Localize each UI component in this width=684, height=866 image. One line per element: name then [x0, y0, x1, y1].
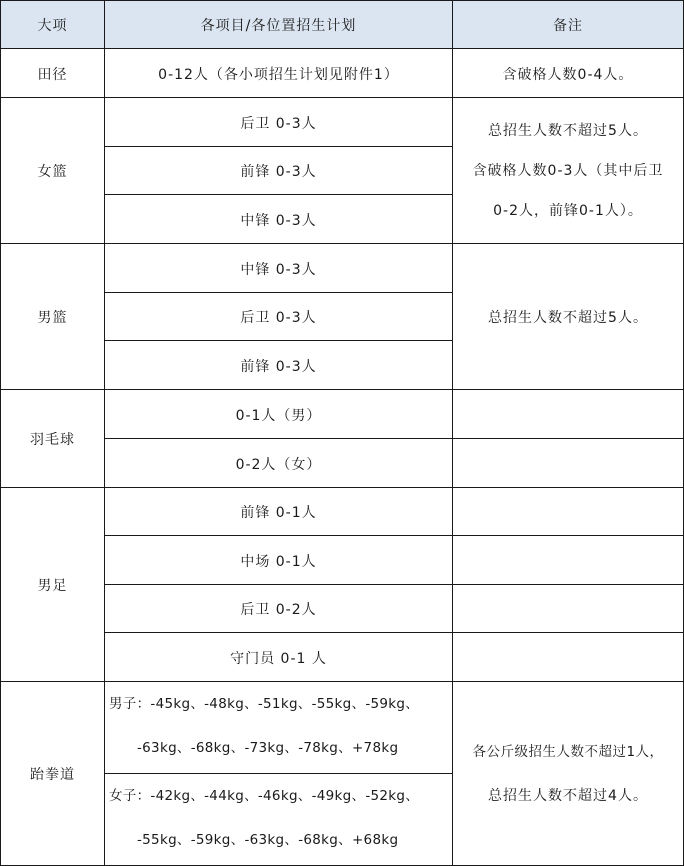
plan-nanlan-center: 中锋 0-3人: [240, 261, 317, 278]
grid-line: [105, 535, 684, 536]
plan-nvlan-center: 中锋 0-3人: [240, 212, 317, 229]
category-taiquandao: 跆拳道: [30, 767, 75, 783]
plan-nanlan-forward: 前锋 0-3人: [240, 358, 317, 375]
plan-yumaoqiu-female: 0-2人（女）: [235, 456, 322, 473]
note-nanlan: 总招生人数不超过5人。: [488, 310, 648, 326]
note-nvlan-line: 含破格人数0-3人（其中后卫: [472, 163, 664, 179]
grid-line: [105, 438, 684, 439]
plan-nanzu-forward: 前锋 0-1人: [240, 505, 317, 521]
category-nvlan: 女篮: [37, 164, 68, 180]
header-col-category: 大项: [0, 0, 105, 49]
grid-line: [0, 48, 684, 49]
header-col-note: 备注: [452, 0, 684, 49]
plan-taiquandao-female-line: -55kg、-59kg、-63kg、-68kg、+68kg: [137, 832, 399, 848]
plan-nvlan-forward: 前锋 0-3人: [240, 164, 317, 180]
grid-line: [105, 146, 452, 147]
plan-taiquandao-male: [105, 682, 452, 774]
note-nvlan-line: 总招生人数不超过5人。: [488, 123, 648, 139]
plan-nanzu-guard: 后卫 0-2人: [240, 602, 317, 618]
plan-nanzu-midfield: 中场 0-1人: [240, 553, 317, 570]
plan-taiquandao-female: [105, 774, 452, 866]
grid-line: [0, 681, 684, 682]
plan-taiquandao-male-line: 男子：-45kg、-48kg、-51kg、-55kg、-59kg、: [109, 696, 420, 712]
plan-nanzu-goalkeeper: 守门员 0-1 人: [230, 650, 327, 667]
category-nanlan: 男篮: [37, 310, 68, 326]
plan-nanlan-guard: 后卫 0-3人: [240, 310, 317, 326]
grid-line: [104, 0, 105, 866]
note-taiquandao: [452, 682, 684, 866]
plan-taiquandao-male-line: -63kg、-68kg、-73kg、-78kg、+78kg: [137, 740, 399, 756]
note-nvlan: [452, 98, 684, 244]
plan-yumaoqiu-male: 0-1人（男）: [235, 407, 322, 424]
grid-line: [105, 632, 684, 633]
grid-line: [105, 292, 452, 293]
grid-line: [0, 97, 684, 98]
note-taiquandao-line: 各公斤级招生人数不超过1人，: [472, 744, 664, 760]
plan-tianjing: 0-12人（各小项招生计划见附件1）: [158, 66, 399, 83]
note-taiquandao-line: 总招生人数不超过4人。: [488, 788, 648, 804]
category-tianjing: 田径: [37, 66, 68, 83]
grid-line: [105, 773, 452, 774]
grid-line: [0, 389, 684, 390]
note-tianjing: 含破格人数0-4人。: [502, 66, 634, 83]
category-nanzu: 男足: [37, 578, 68, 594]
grid-line: [0, 243, 684, 244]
header-col-plan: 各项目/各位置招生计划: [105, 0, 452, 49]
plan-nvlan-guard: 后卫 0-3人: [240, 115, 317, 132]
plan-taiquandao-female-line: 女子：-42kg、-44kg、-46kg、-49kg、-52kg、: [109, 788, 420, 804]
grid-line: [105, 340, 452, 341]
grid-line: [105, 584, 684, 585]
category-yumaoqiu: 羽毛球: [30, 432, 75, 448]
grid-line: [0, 0, 1, 866]
grid-line: [0, 487, 684, 488]
grid-line: [0, 0, 684, 1]
note-nvlan-line: 0-2人，前锋0-1人）。: [493, 203, 643, 219]
grid-line: [105, 194, 452, 195]
grid-line: [452, 0, 453, 866]
